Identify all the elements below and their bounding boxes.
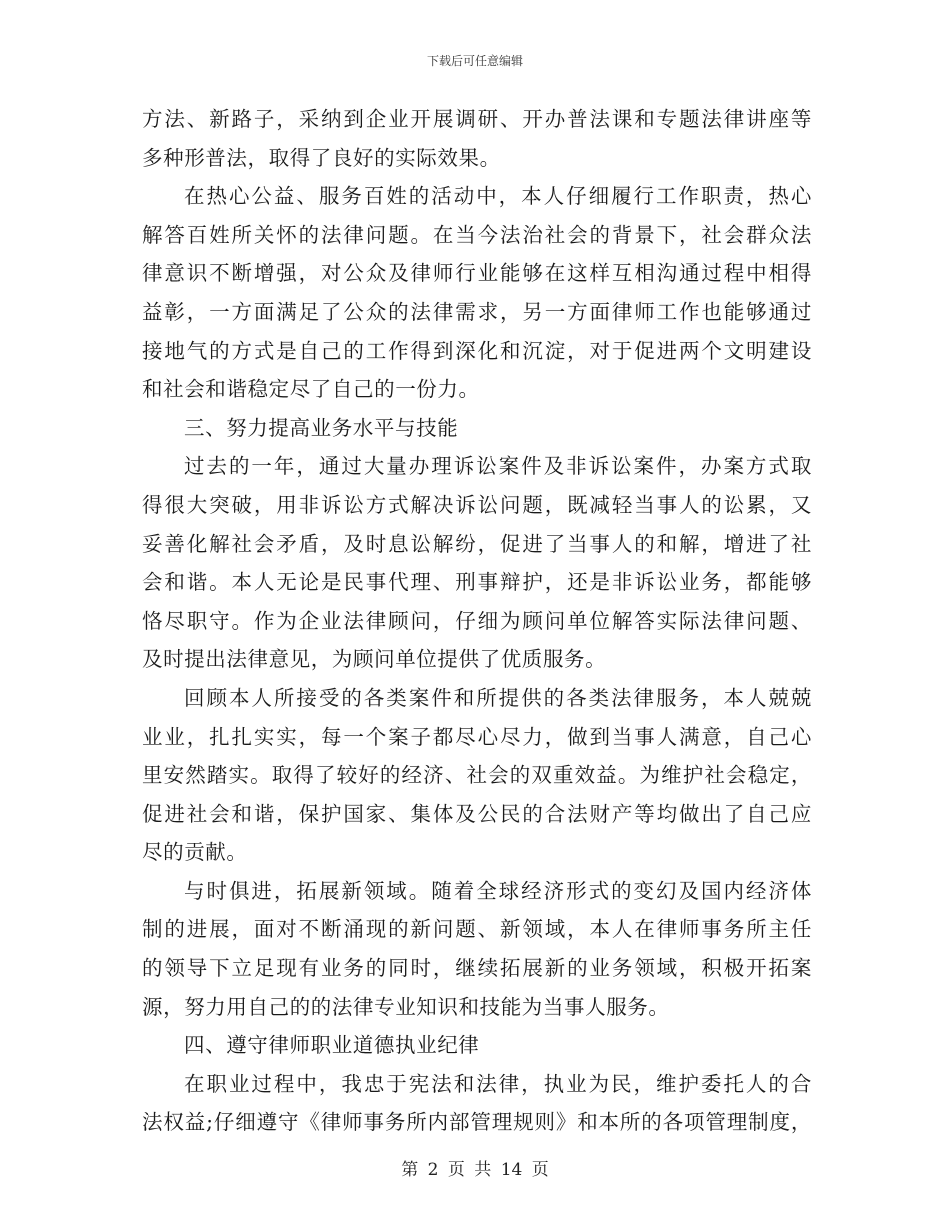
text-line: 妥善化解社会矛盾，及时息讼解纷，促进了当事人的和解，增进了社 [142, 531, 812, 556]
text-line: 里安然踏实。取得了较好的经济、社会的双重效益。为维护社会稳定， [142, 763, 812, 788]
text-line: 的领导下立足现有业务的同时，继续拓展新的业务领域，积极开拓案 [142, 956, 812, 981]
text-line: 制的进展，面对不断涌现的新问题、新领域，本人在律师事务所主任 [142, 917, 812, 942]
section-heading: 三、努力提高业务水平与技能 [184, 415, 459, 440]
text-line: 和社会和谐稳定尽了自己的一份力。 [142, 377, 480, 402]
text-line: 接地气的方式是自己的工作得到深化和沉淀，对于促进两个文明建设 [142, 338, 812, 363]
text-line: 在热心公益、服务百姓的活动中，本人仔细履行工作职责，热心 [184, 184, 812, 209]
text-line: 解答百姓所关怀的法律问题。在当今法治社会的背景下，社会群众法 [142, 222, 812, 247]
text-line: 源，努力用自己的的法律专业知识和技能为当事人服务。 [142, 994, 670, 1019]
text-line: 业业，扎扎实实，每一个案子都尽心尽力，做到当事人满意，自己心 [142, 724, 812, 749]
text-line: 得很大突破，用非诉讼方式解决诉讼问题，既减轻当事人的讼累，又 [142, 492, 812, 517]
text-line: 与时俱进，拓展新领域。随着全球经济形式的变幻及国内经济体 [184, 878, 812, 903]
text-line: 促进社会和谐，保护国家、集体及公民的合法财产等均做出了自己应 [142, 801, 812, 826]
page-header: 下载后可任意编辑 [426, 54, 523, 68]
text-line: 方法、新路子，采纳到企业开展调研、开办普法课和专题法律讲座等 [142, 107, 812, 131]
text-line: 过去的一年，通过大量办理诉讼案件及非诉讼案件，办案方式取 [184, 454, 812, 479]
text-line: 恪尽职守。作为企业法律顾问，仔细为顾问单位解答实际法律问题、 [142, 608, 812, 633]
text-line: 在职业过程中，我忠于宪法和法律，执业为民，维护委托人的合 [184, 1071, 812, 1096]
text-line: 回顾本人所接受的各类案件和所提供的各类法律服务，本人兢兢 [184, 685, 812, 710]
text-line: 律意识不断增强，对公众及律师行业能够在这样互相沟通过程中相得 [142, 261, 812, 286]
text-line: 多种形普法，取得了良好的实际效果。 [142, 145, 501, 170]
text-line: 益彰，一方面满足了公众的法律需求，另一方面律师工作也能够通过 [142, 299, 812, 324]
section-heading: 四、遵守律师职业道德执业纪律 [184, 1033, 480, 1058]
text-line: 及时提出法律意见，为顾问单位提供了优质服务。 [142, 647, 607, 672]
text-line: 会和谐。本人无论是民事代理、刑事辩护，还是非诉讼业务，都能够 [142, 570, 812, 595]
document-body [142, 100, 812, 1142]
text-line: 尽的贡献。 [142, 840, 248, 865]
text-line: 法权益;仔细遵守《律师事务所内部管理规则》和本所的各项管理制度， [142, 1110, 812, 1135]
page-number-footer: 第 2 页 共 14 页 [401, 1160, 549, 1180]
